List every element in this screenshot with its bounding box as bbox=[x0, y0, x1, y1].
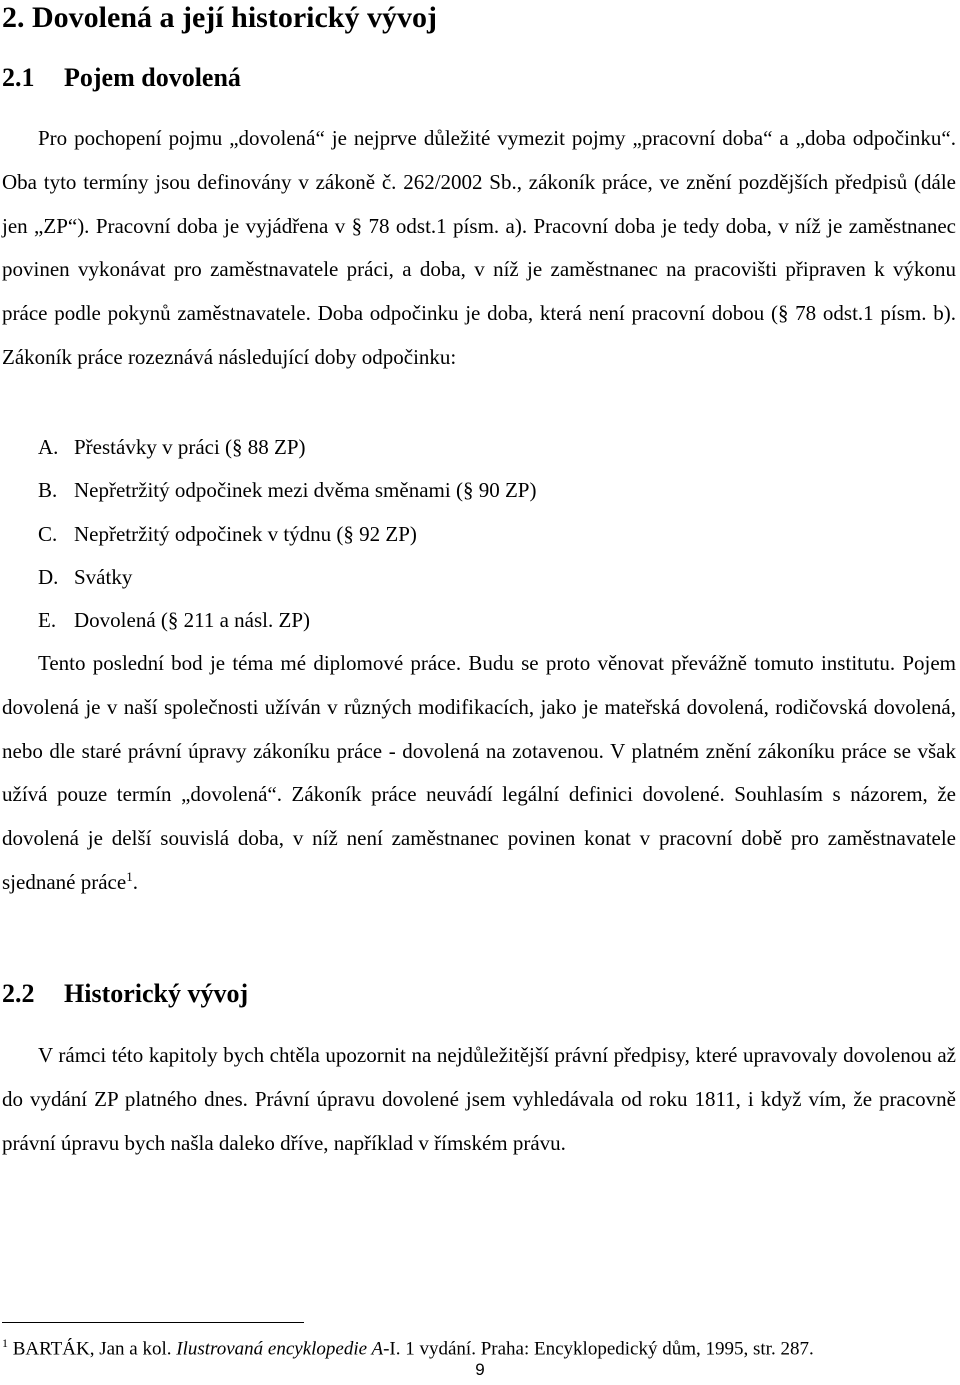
paragraph-history bbox=[2, 1034, 956, 1165]
footnote-title: Ilustrovaná encyklopedie A bbox=[176, 1338, 384, 1360]
list-item: B. Nepřetržitý odpočinek mezi dvěma směnami (§ 90 ZP) bbox=[38, 478, 537, 503]
page-number: 9 bbox=[475, 1360, 485, 1379]
list-item: D. Svátky bbox=[38, 564, 133, 589]
list-item: E. Dovolená (§ 211 a násl. ZP) bbox=[38, 608, 311, 633]
paragraph-vacation-term: Tento poslední bod je téma mé diplomové práce. Budu se proto věnovat převážně tomuto institutu. Pojem dovolená je v naší společnosti užíván v různých modifikacích, jako je mateřská dovolená, rodičovská dovolená, nebo dle staré právní úpravy zákoníku práce - dovolená na zotavenou. V platném znění zákoníku práce se však užívá pouze termín „dovolená“. Zákoník práce neuvádí legální definici dovolené. Souhlasím s názorem, že dovolená je delší souvislá doba, v níž není zaměstnanec povinen konat v pracovní době pro zaměstnavatele sjednané práce$^1$. bbox=[2, 651, 956, 894]
footnote-reference[interactable]: 1 bbox=[126, 868, 133, 884]
footnote-separator bbox=[2, 1322, 304, 1323]
footnote-details: -I. 1 vydání. Praha: Encyklopedický dům, 1995, str. 287. bbox=[383, 1338, 814, 1360]
section-heading-2-1 bbox=[2, 62, 241, 94]
paragraph-text: V rámci této kapitoly bych chtěla upozornit na nejdůležitější právní předpisy, které upravovaly dovolenou až do vydání ZP platného dnes. Právní úpravu dovolené jsem vyhledávala od roku 1811, i když vím, že pracovně právní úpravu bych našla daleko dříve, například v římském právu. bbox=[2, 1043, 956, 1155]
section-number: 2.1 bbox=[2, 63, 35, 92]
footnote-number: 1 bbox=[2, 1336, 8, 1350]
section-heading-2-2 bbox=[2, 978, 248, 1010]
section-number: 2.2 bbox=[2, 979, 35, 1008]
paragraph-definitions bbox=[2, 117, 956, 380]
list-item: C. Nepřetržitý odpočinek v týdnu (§ 92 ZP) bbox=[38, 521, 417, 546]
paragraph-text: Tento poslední bod je téma mé diplomové práce. Budu se proto věnovat převážně tomuto institutu. Pojem dovolená je v naší společnosti užíván v různých modifikacích, jako je mateřská dovolená, rodičovská dovolená, nebo dle staré právní úpravy zákoníku práce - dovolená na zotavenou. V platném znění zákoníku práce se však užívá pouze termín „dovolená“. Zákoník práce neuvádí legální definici dovolené. Souhlasím s názorem, že dovolená je delší souvislá doba, v níž není zaměstnanec povinen konat v pracovní době pro zaměstnavatele sjednané práce bbox=[2, 651, 956, 894]
list-item: A. Přestávky v práci (§ 88 ZP) bbox=[38, 435, 306, 459]
footnote-authors: BARTÁK, Jan a kol. bbox=[12, 1338, 172, 1360]
rest-periods-list bbox=[38, 426, 536, 642]
chapter-heading: 2. Dovolená a její historický vývoj bbox=[2, 1, 437, 34]
footnote bbox=[2, 1330, 814, 1362]
paragraph-text: Pro pochopení pojmu „dovolená“ je nejprve důležité vymezit pojmy „pracovní doba“ a „doba odpočinku“. Oba tyto termíny jsou definovány v zákoně č. 262/2002 Sb., zákoník práce, ve znění pozdějších předpisů (dále jen „ZP“). Pracovní doba je vyjádřena v § 78 odst.1 písm. a). Pracovní doba je tedy doba, v níž je zaměstnanec povinen vykonávat pro zaměstnavatele práci, a doba, v níž je zaměstnanec na pracovišti připraven k výkonu práce podle pokynů zaměstnavatele. Doba odpočinku je doba, která není pracovní dobou (§ 78 odst.1 písm. b). Zákoník práce rozeznává následující doby odpočinku: bbox=[2, 126, 956, 369]
section-title: Historický vývoj bbox=[64, 979, 249, 1008]
section-title: Pojem dovolená bbox=[64, 63, 241, 92]
